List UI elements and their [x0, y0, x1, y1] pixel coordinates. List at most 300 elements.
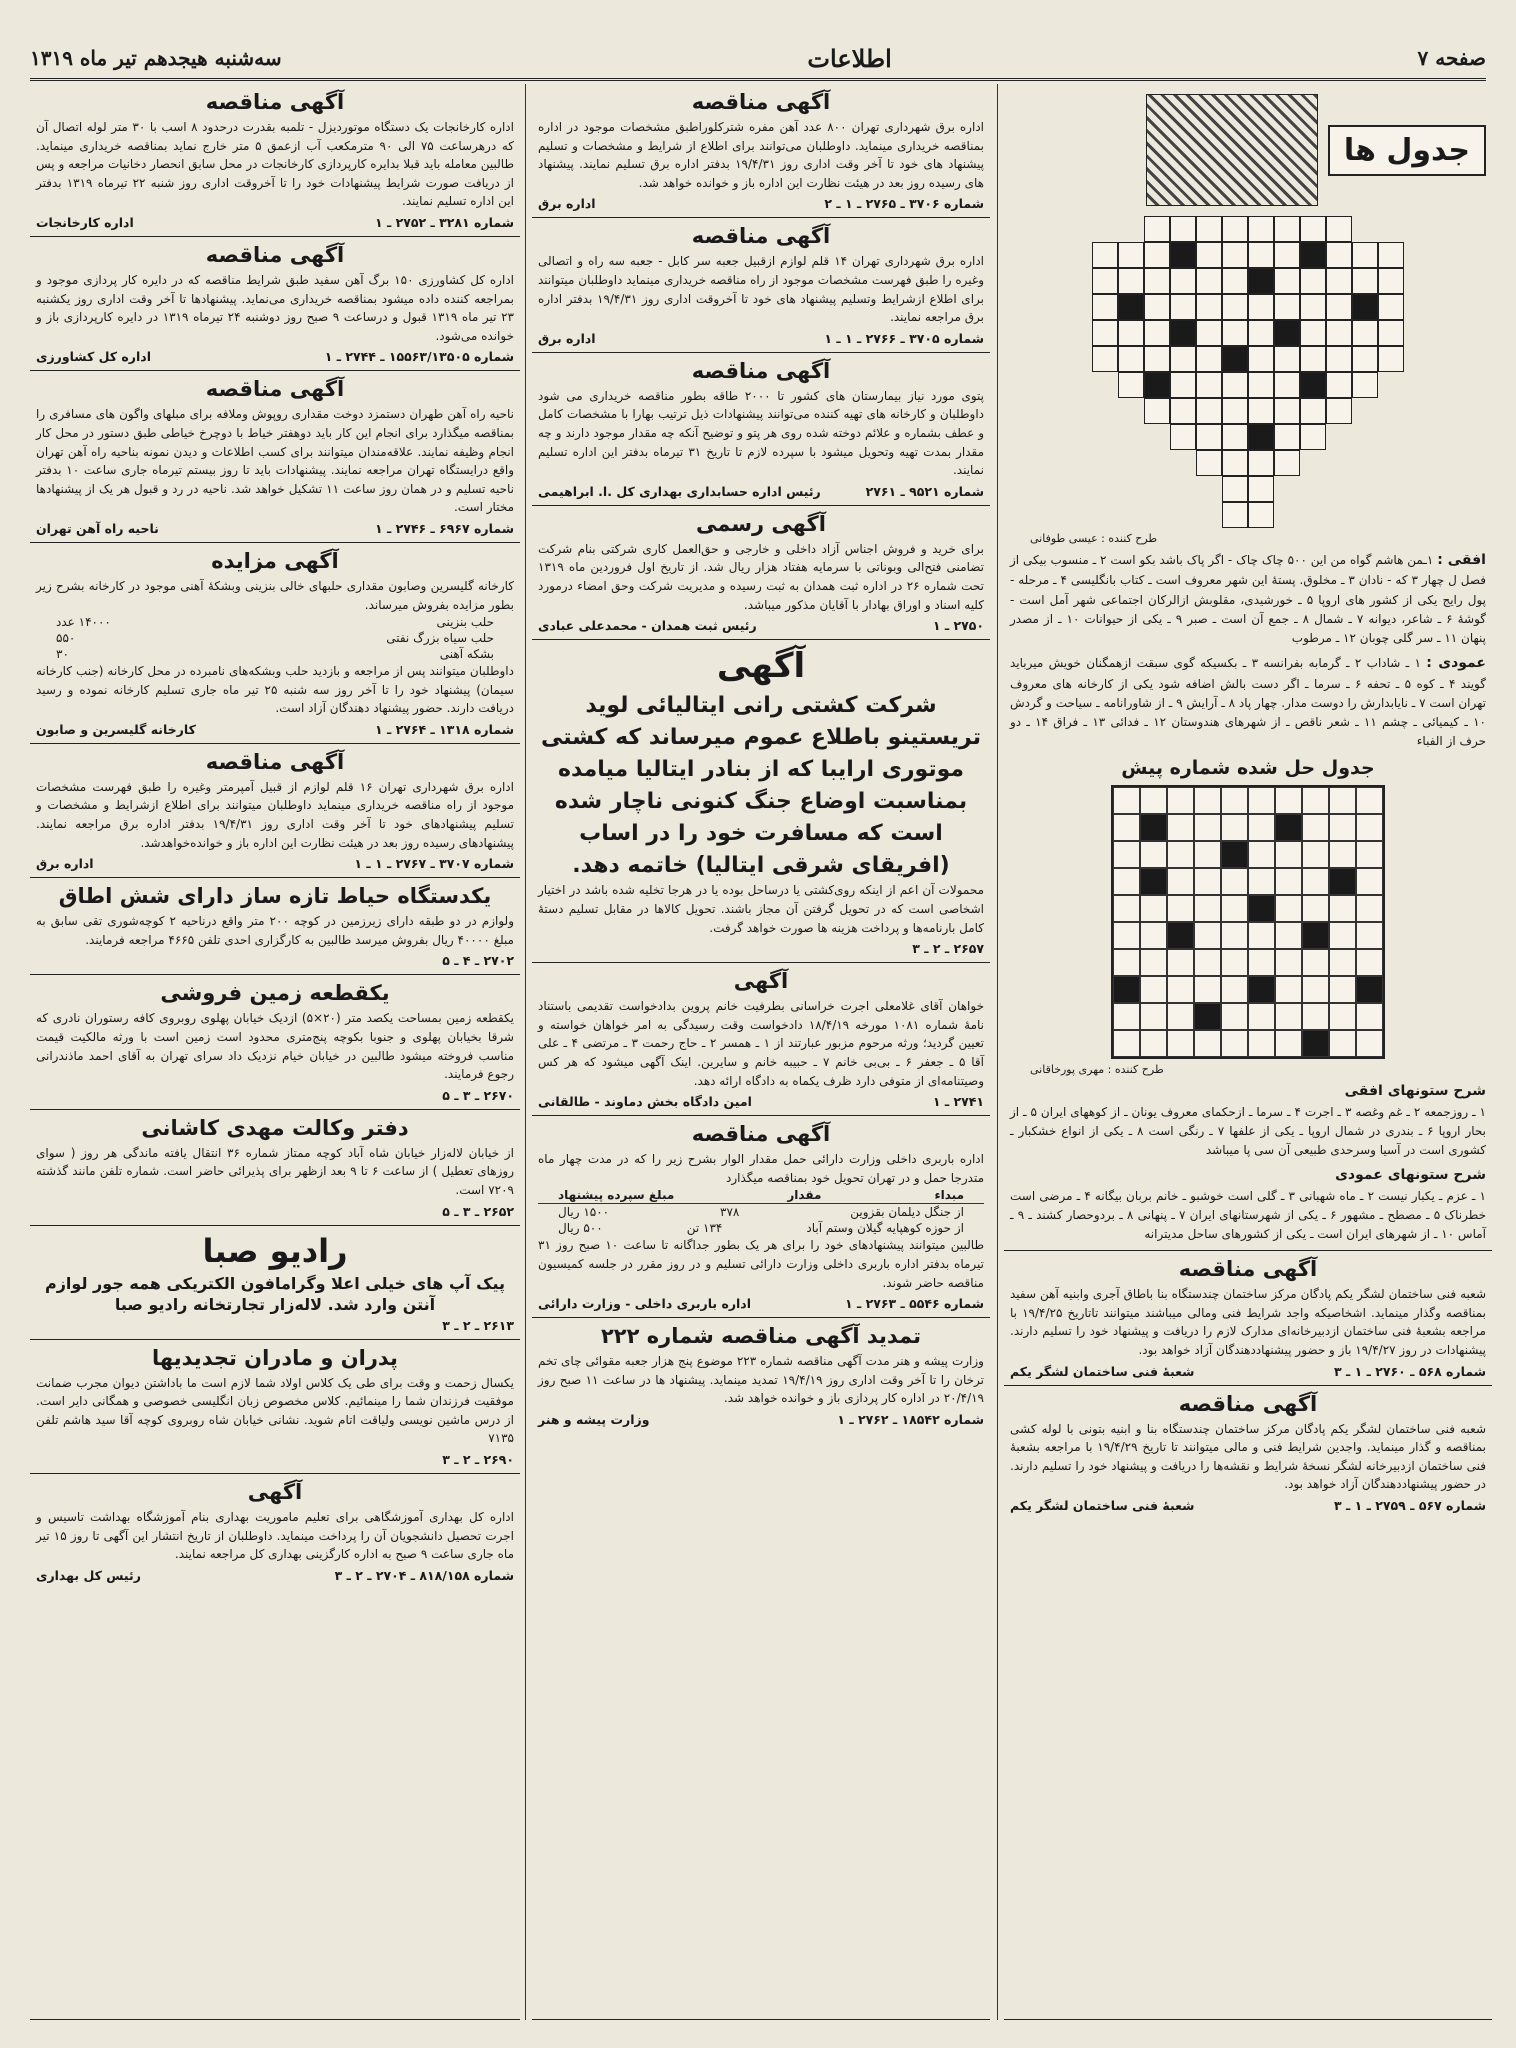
- crossword-cell: [1222, 216, 1248, 242]
- ad-land-sale: [30, 975, 520, 1109]
- ad-footer: [36, 722, 514, 737]
- ad-footer: [36, 349, 514, 364]
- crossword-cell: [1196, 476, 1222, 502]
- crossword-cell: [1300, 372, 1326, 398]
- ad-issuer: شعبهٔ فنی ساختمان لشگر یکم: [1010, 1497, 1195, 1513]
- ad-body: برای خرید و فروش اجناس آزاد داخلی و خارجی و حق‌العمل کاری شرکتی بنام شرکت تضامنی فتح‌الی وبوناتی با سرمایه هفتاد هزار ریال شد. از تاریخ اول فروردین ماه ۱۳۱۹ تحت شماره ۲۶ در اداره ثبت همدان به ثبت رسیده و مدیریت شرکت وحق امضاء درمورد کلیه اسناد و اوراق بهادار با آقایان مذکور میباشد.: [538, 541, 985, 612]
- ad-headline: شرکت کشتی رانی ایتالیائی لوید تریستینو باطلاع عموم میرساند که کشتی موتوری ارایبا که از بنادر ایتالیا میامده بمناسبت اوضاع جنگ کنونی ناچار شده است که مسافرت خود را در اساب (افریقای شرقی ایتالیا) خاتمه دهد.: [541, 693, 981, 878]
- ad-ref: شماره ۳۲۸۱ ـ ۲۷۵۲ ـ ۱: [375, 214, 514, 230]
- crossword-cell: [1144, 424, 1170, 450]
- solution-title: جدول حل شده شماره پیش: [1121, 757, 1375, 780]
- crossword-cell: [1196, 346, 1222, 372]
- crossword-designer: طرح کننده : عیسی طوفانی: [1030, 532, 1158, 545]
- ad-title: آگهی: [247, 1479, 303, 1504]
- solution-cell: [1167, 1030, 1194, 1057]
- solution-cell: [1248, 895, 1275, 922]
- table-cell: ۱۴۰۰۰ عدد: [56, 615, 111, 630]
- crossword-cell: [1118, 346, 1144, 372]
- crossword-cell: [1170, 398, 1196, 424]
- solution-h-heading: شرح ستونهای افقی: [1344, 1083, 1486, 1100]
- ad-title: آگهی مناقصه: [691, 358, 831, 383]
- solution-cell: [1356, 1030, 1383, 1057]
- solution-cell: [1275, 814, 1302, 841]
- solution-cell: [1248, 841, 1275, 868]
- solution-credit: طرح کننده : مهری پورخاقانی: [1030, 1063, 1164, 1077]
- ad-issuer: شعبهٔ فنی ساختمان لشگر یکم: [1010, 1363, 1195, 1379]
- ad-footer: [36, 856, 514, 871]
- ad-footer: [1010, 1498, 1486, 1513]
- crossword-cell: [1274, 502, 1300, 528]
- crossword-cell: [1352, 476, 1378, 502]
- crossword-cell: [1144, 294, 1170, 320]
- solution-cell: [1302, 787, 1329, 814]
- crossword-cell: [1092, 216, 1118, 242]
- crossword-cell: [1118, 294, 1144, 320]
- solution-cell: [1194, 949, 1221, 976]
- ad-title: آگهی رسمی: [696, 511, 826, 536]
- table-cell: ۵۵۰: [56, 631, 76, 646]
- ad-ref: ۲۷۵۰ ـ ۱: [932, 618, 984, 634]
- crossword-cell: [1118, 450, 1144, 476]
- crossword-cell: [1326, 268, 1352, 294]
- crossword-cell: [1170, 424, 1196, 450]
- solution-cell: [1167, 868, 1194, 895]
- crossword-cell: [1118, 476, 1144, 502]
- crossword-cell: [1352, 502, 1378, 528]
- solution-cell: [1329, 1003, 1356, 1030]
- solution-cell: [1329, 922, 1356, 949]
- crossword-cell: [1222, 268, 1248, 294]
- crossword-cell: [1326, 242, 1352, 268]
- ad-title: تمدید آگهی مناقصه شماره ۲۲۲: [600, 1324, 922, 1349]
- ad-ref: شماره ۵۵۴۶ ـ ۲۷۶۳ ـ ۱: [845, 1296, 984, 1312]
- crossword-cell: [1326, 502, 1352, 528]
- table-header: [538, 1187, 984, 1204]
- solution-v-clues: ۱ ـ عزم ـ یکبار نیست ۲ ـ ماه شهبانی ۳ ـ گلی است خوشبو ـ خانم بربان بیگانه ۴ ـ مرضی است خطرناک ۵ ـ مصطح ـ مشهور ۶ ـ یکی از شهرستانهای ایران ۷ ـ پنهانی ۸ ـ بردوحصار کشند ـ ۹ ـ آماس ۱۰ ـ از شهرهای ایران است ـ یکی از کشورهای ساحل مدیترانه: [1010, 1188, 1486, 1241]
- solution-cell: [1140, 976, 1167, 1003]
- crossword-cell: [1118, 372, 1144, 398]
- ad-issuer: اداره کارخانجات: [36, 214, 134, 230]
- ad-issuer: ناحیه راه آهن تهران: [36, 520, 159, 536]
- crossword-cell: [1248, 294, 1274, 320]
- crossword-cell: [1274, 424, 1300, 450]
- crossword-cell: [1170, 476, 1196, 502]
- solution-cell: [1194, 1030, 1221, 1057]
- ad-footer: [36, 1568, 514, 1583]
- solution-cell: [1140, 868, 1167, 895]
- ad-footer: [538, 941, 984, 956]
- crossword-cell: [1248, 216, 1274, 242]
- crossword-cell: [1274, 294, 1300, 320]
- ad-issuer: وزارت پیشه و هنر: [538, 1411, 650, 1427]
- crossword-cell: [1378, 450, 1404, 476]
- table-cell: ۵۰۰ ریال: [558, 1221, 603, 1236]
- ad-footer: [538, 1296, 984, 1311]
- crossword-cell: [1092, 372, 1118, 398]
- crossword-cell: [1118, 424, 1144, 450]
- ad-issuer: اداره باربری داخلی - وزارت دارائی: [538, 1296, 752, 1312]
- solution-cell: [1275, 841, 1302, 868]
- crossword-cell: [1274, 450, 1300, 476]
- solution-cell: [1113, 922, 1140, 949]
- vertical-clues: ۱ ـ شاداب ۲ ـ گرمابه بفرانسه ۳ ـ بکسیکه گوی سبقت ازهمگنان خویش میرباید گویند ۴ ـ کوه ۵ ـ تحفه ۶ ـ سرما ـ اگر دست بالش اضافه شود یکی از کارخانه های معروف تهران است ۷ ـ نایابدارش را دوست مدار. چهار پاد ۸ ـ آرایش ۹ ـ از شاورانامه ـ سیاحت و گردش ۱۰ ـ کیمیائی ـ چشم ۱۱ ـ شعر ناقص ـ از شهرهای هندوستان ۱۲ ـ فدائی ۱۳ ـ فراق ۱۴ ـ دو حرف از الفباء: [1010, 656, 1486, 749]
- ad-ref: ۲۷۰۲ ـ ۴ ـ ۵: [442, 953, 514, 969]
- crossword-cell: [1300, 216, 1326, 242]
- solution-cell: [1275, 868, 1302, 895]
- table-cell: از جنگل دیلمان بقزوین: [850, 1205, 964, 1220]
- crossword-cell: [1222, 424, 1248, 450]
- ad-title: آگهی مناقصه: [1178, 1257, 1318, 1282]
- ad-footer: [36, 215, 514, 230]
- crossword-cell: [1378, 476, 1404, 502]
- crossword-cell: [1300, 346, 1326, 372]
- table-row: [538, 1220, 984, 1236]
- paper-name: اطلاعات: [807, 43, 892, 73]
- ad-court-notice: [532, 963, 990, 1116]
- crossword-cell: [1300, 268, 1326, 294]
- solution-clues-vertical: [1010, 1164, 1486, 1244]
- solution-cell: [1275, 922, 1302, 949]
- solution-cell: [1302, 922, 1329, 949]
- ad-issuer: رئیس اداره حسابداری بهداری کل .ا. ابراهیمی: [538, 483, 821, 499]
- crossword-cell: [1300, 294, 1326, 320]
- solution-cell: [1221, 814, 1248, 841]
- solution-cell: [1221, 1030, 1248, 1057]
- solution-cell: [1194, 787, 1221, 814]
- ad-radio-saba: [30, 1226, 520, 1340]
- crossword-cell: [1300, 398, 1326, 424]
- crossword-cell: [1170, 450, 1196, 476]
- solution-cell: [1248, 1030, 1275, 1057]
- crossword-cell: [1144, 372, 1170, 398]
- crossword-cell: [1378, 216, 1404, 242]
- crossword-cell: [1378, 346, 1404, 372]
- crossword-cell: [1274, 346, 1300, 372]
- crossword-cell: [1352, 424, 1378, 450]
- crossword-cell: [1196, 398, 1222, 424]
- crossword-cell: [1248, 372, 1274, 398]
- table-cell: از حوزه کوهپایه گیلان وستم آباد: [806, 1221, 964, 1236]
- ad-body: اداره برق شهرداری تهران ۱۶ قلم لوازم از قبیل آمپرمتر وغیره را طبق فهرست مشخصات موجود از راه مناقصه خریداری مینماید داوطلبان میتوانند برای اطلاع ازشرایط و مشخصات و تسلیم پیشنهادهای خود تا آخر وقت اداری روز ۱۹/۴/۳۱ بدفتر اداره برق مراجعه نمایند. پیشنهادهای رسیده روز بعد در هیئت نظارت این اداره باز و خوانده‌خواهد‌شد.: [36, 779, 514, 850]
- left-column: [30, 84, 520, 2020]
- crossword-cell: [1222, 398, 1248, 424]
- ad-ref: شماره ۹۵۲۱ ـ ۲۷۶۱: [865, 483, 984, 499]
- ad-body: یکقطعه زمین بمساحت یکصد متر (۲۰×۵) ازدیک خیابان پهلوی روبروی کافه رستوران نادری که شرقا بخیابان پهلوی و جنوبا بکوچه پنج‌متری محدود است زمین است با ورثه مالکیت قیمت مناسب فروخته میشود طالبین در خیابان خیام نزدیک داد سرای تهران به آقای احمد ماذندرانی رجوع فرمایند.: [36, 1011, 514, 1082]
- ad-title: آگهی مناقصه: [1178, 1391, 1318, 1416]
- crossword-cell: [1144, 320, 1170, 346]
- crossword-cell: [1274, 320, 1300, 346]
- crossword-cell: [1352, 320, 1378, 346]
- ad-ref: شماره ۱۳۱۸ ـ ۲۷۶۴ ـ ۱: [375, 721, 514, 737]
- solution-cell: [1113, 841, 1140, 868]
- vertical-heading: عمودی :: [1426, 655, 1486, 672]
- crossword-cell: [1326, 320, 1352, 346]
- crossword-cell: [1170, 372, 1196, 398]
- ad-official-notice: [532, 506, 990, 640]
- crossword-cell: [1300, 450, 1326, 476]
- solution-cell: [1113, 1030, 1140, 1057]
- ad-issuer: اداره کل کشاورزی: [36, 349, 151, 365]
- table-row: [36, 630, 514, 646]
- crossword-cell: [1196, 216, 1222, 242]
- solution-cell: [1113, 787, 1140, 814]
- crossword-cell: [1118, 268, 1144, 294]
- ad-tender-factories: [30, 84, 520, 237]
- ad-tender-freight: [532, 1116, 990, 1318]
- ad-issuer: رئیس ثبت همدان - محمدعلی عبادی: [538, 618, 757, 634]
- solution-cell: [1113, 814, 1140, 841]
- solution-cell: [1194, 922, 1221, 949]
- ad-ref: شماره ۵۶۸ ـ ۲۷۶۰ ـ ۱ ـ ۳: [1334, 1363, 1486, 1379]
- ad-line: آنتن وارد شد. لاله‌زار تجارتخانه رادیو صبا: [114, 1294, 436, 1314]
- solution-cell: [1275, 1030, 1302, 1057]
- ad-ref: ۲۶۱۳ ـ ۲ ـ ۳: [442, 1317, 514, 1333]
- ad-body: اداره برق شهرداری تهران ۱۴ قلم لوازم ازقبیل جعبه سر کابل - جعبه سه راه و اتصالی وغیره را طبق فهرست مشخصات موجود از راه مناقصه خریداری مینماید داوطلبان میتوانند برای اطلاع ازشرایط وتسلیم پیشنهاد های خود تا آخروقت اداری روز ۱۹/۴/۳۱ بدفتر اداره برق مراجعه نمایند.: [538, 254, 984, 325]
- crossword-cell: [1274, 398, 1300, 424]
- crossword-cell: [1170, 216, 1196, 242]
- solution-cell: [1356, 922, 1383, 949]
- ad-footer: [538, 196, 984, 211]
- ad-tender-electric-1: [532, 84, 990, 218]
- crossword-cell: [1092, 502, 1118, 528]
- solution-cell: [1221, 895, 1248, 922]
- ad-title: پدران و مادران تجدیدیها: [152, 1345, 398, 1370]
- crossword-cell: [1222, 450, 1248, 476]
- solution-cell: [1248, 1003, 1275, 1030]
- ad-body: شعبه فنی ساختمان لشگر یکم پادگان مرکز ساختمان چندستگاه بنا باطاق آجری وابنیه آهن سفید بمناقصه وگذار مینماید. اشخاصیکه واجد شرایط فنی ومالی میباشند میتوانند تاتاریخ ۱۹/۴/۲۵ با مراجعه بشعبهٔ فنی ساختمان ازدبیرخانه‌ای مدارک لازم را دریافت و پیشنهاد خود را تسلیم دارند. پیشنهادات در روز ۱۹/۴/۲۷ باز و حضور پیشنهاددهندگان آزاد خواهد بود.: [1010, 1287, 1486, 1357]
- solution-cell: [1167, 841, 1194, 868]
- ad-tender-blankets: [532, 353, 990, 506]
- crossword-cell: [1248, 242, 1274, 268]
- crossword-grid-wrap: [1010, 216, 1486, 528]
- ad-tender-extension: [532, 1318, 990, 2020]
- ad-footer: [36, 1204, 514, 1219]
- solution-cell: [1113, 1003, 1140, 1030]
- ad-body: ولوازم در دو طبقه دارای زیرزمین در کوچه ۲۰۰ متر واقع درناحیه ۲ کوچه‌شوری تقی سابق به مبلغ ۴۰۰۰۰ ریال بفروش میرسد طالبین به کارگزاری احدی تلفن ۴۶۶۵ مراجعه فرمایند.: [36, 914, 514, 947]
- crossword-cell: [1222, 294, 1248, 320]
- ad-issuer: رئیس کل بهداری: [36, 1567, 141, 1583]
- solution-cell: [1221, 976, 1248, 1003]
- solution-cell: [1302, 1003, 1329, 1030]
- ad-title: آگهی: [716, 646, 806, 687]
- crossword-cell: [1352, 398, 1378, 424]
- solution-cell: [1221, 922, 1248, 949]
- crossword-cell: [1196, 320, 1222, 346]
- solution-cell: [1221, 868, 1248, 895]
- crossword-cell: [1248, 398, 1274, 424]
- crossword-cell: [1274, 372, 1300, 398]
- right-column: [997, 84, 1492, 2020]
- solution-cell: [1356, 868, 1383, 895]
- solution-cell: [1113, 949, 1140, 976]
- table-cell: حلب بنزینی: [436, 615, 494, 630]
- crossword-cell: [1222, 502, 1248, 528]
- table-cell: حلب سیاه بزرگ نفتی: [386, 631, 494, 646]
- ad-issuer: اداره برق: [36, 856, 94, 872]
- crossword-cell: [1378, 372, 1404, 398]
- ad-auction-glycerin: [30, 543, 520, 744]
- crossword-cell: [1222, 346, 1248, 372]
- ad-ref: ۲۶۵۷ ـ ۲ ـ ۳: [912, 941, 984, 957]
- crossword-cell: [1248, 502, 1274, 528]
- ad-footer: [538, 618, 984, 633]
- crossword-cell: [1326, 450, 1352, 476]
- solution-cell: [1275, 895, 1302, 922]
- crossword-cell: [1300, 476, 1326, 502]
- solution-cell: [1329, 814, 1356, 841]
- crossword-cell: [1352, 294, 1378, 320]
- solution-cell: [1356, 895, 1383, 922]
- crossword-cell: [1274, 268, 1300, 294]
- solution-cell: [1140, 787, 1167, 814]
- ad-health-school: [30, 1474, 520, 2020]
- crossword-illustration: [1146, 94, 1318, 206]
- crossword-cell: [1144, 346, 1170, 372]
- ad-footer: [538, 484, 984, 499]
- solution-cell: [1167, 976, 1194, 1003]
- ad-body: اداره کل کشاورزی ۱۵۰ برگ آهن سفید طبق شرایط مناقصه که در دایره کار پردازی موجود و بمراجعه کننده داده میشود بمناقصه خریداری می‌نماید. پیشنهادها تا آخر وقت اداری روز یکشنبه ۲۳ تیر ماه ۱۳۱۹ قبول و درساعت ۹ صبح روز دوشنبه ۲۴ تیرماه ۱۳۱۹ در دایره کارپردازی باز و خوانده می‌شود.: [36, 272, 514, 343]
- crossword-cell: [1326, 294, 1352, 320]
- page-number: صفحه ۷: [1417, 46, 1486, 70]
- crossword-clues-vertical: [1010, 652, 1486, 751]
- ad-footer: [538, 331, 984, 346]
- table-row: [538, 1204, 984, 1220]
- ad-body: کارخانه گلیسرین وصابون مقداری حلبهای خالی بنزینی وبشکهٔ آهنی موجود در کارخانه بشرح زیر بطور مزایده بفروش میرساند.: [36, 578, 514, 612]
- solution-cell: [1221, 949, 1248, 976]
- crossword-cell: [1092, 346, 1118, 372]
- crossword-cell: [1222, 372, 1248, 398]
- ad-title: آگهی مناقصه: [205, 749, 345, 774]
- crossword-cell: [1352, 372, 1378, 398]
- crossword-cell: [1248, 268, 1274, 294]
- ad-footer: [36, 953, 514, 968]
- solution-cell: [1356, 949, 1383, 976]
- solution-cell: [1167, 895, 1194, 922]
- ad-footer: [1010, 1364, 1486, 1379]
- ad-tender-electric-2: [532, 218, 990, 352]
- crossword-cell: [1118, 502, 1144, 528]
- solution-cell: [1140, 922, 1167, 949]
- crossword-cell: [1274, 476, 1300, 502]
- solution-cell: [1275, 976, 1302, 1003]
- solution-cell: [1221, 787, 1248, 814]
- crossword-cell: [1248, 320, 1274, 346]
- ad-title: آگهی مناقصه: [205, 377, 345, 402]
- solution-cell: [1194, 841, 1221, 868]
- crossword-cell: [1300, 424, 1326, 450]
- ad-body: یکسال زحمت و وقت برای طی یک کلاس اولاد شما لازم است ما باداشتن دیوان مجرب ضمانت موفقیت فرزندان شما را مینمائیم. کلاس مخصوص زبان انگلیسی خصوصی و همگانی دایر است. از درس ماشین نویسی ولیاقت اتام شوید. نشانی خیابان شاه روبروی کوچه آقا سید هاشم تلفن ۷۱۳۵: [36, 1375, 514, 1446]
- solution-h-clues: ۱ ـ روزجمعه ۲ ـ غم وغصه ۳ ـ اجرت ۴ ـ سرما ـ ازحکمای معروف یونان ـ از کوههای ایران ۵ ـ از بحار اروپا ۶ ـ بندری در شمال اروپا ـ یکی از علفها ۷ ـ رنگی است ۸ ـ یکی از انواع خشکبار ـ کشوری است در آسیا وسرحدی طبیعی آن سی پا میباشد: [1010, 1104, 1486, 1158]
- ad-footer: [538, 1094, 984, 1109]
- crossword-cell: [1196, 242, 1222, 268]
- crossword-cell: [1248, 450, 1274, 476]
- crossword-cell: [1092, 450, 1118, 476]
- solution-cell: [1302, 868, 1329, 895]
- solution-cell: [1248, 814, 1275, 841]
- ad-footer: [36, 521, 514, 536]
- crossword-cell: [1300, 320, 1326, 346]
- solution-cell: [1248, 787, 1275, 814]
- solution-cell: [1356, 814, 1383, 841]
- solution-cell: [1167, 1003, 1194, 1030]
- ad-law-office: [30, 1110, 520, 1226]
- crossword-cell: [1144, 216, 1170, 242]
- ad-issuer: امین دادگاه بخش دماوند - طالقانی: [538, 1094, 752, 1110]
- crossword-cell: [1092, 294, 1118, 320]
- crossword-cell: [1378, 294, 1404, 320]
- solution-cell: [1248, 949, 1275, 976]
- crossword-clues-horizontal: [1010, 549, 1486, 648]
- ad-ref: شماره ۱۵۵۶۳/۱۳۵۰۵ ـ ۲۷۴۴ ـ ۱: [324, 349, 514, 365]
- crossword-cell: [1196, 372, 1222, 398]
- issue-date: سه‌شنبه هیجدهم تیر ماه ۱۳۱۹: [30, 46, 282, 70]
- crossword-cell: [1144, 502, 1170, 528]
- crossword-cell: [1092, 424, 1118, 450]
- ad-title: رادیو صبا: [202, 1231, 348, 1270]
- crossword-cell: [1118, 242, 1144, 268]
- table-cell: ۳۰: [56, 647, 69, 662]
- solution-cell: [1113, 976, 1140, 1003]
- solution-cell: [1356, 787, 1383, 814]
- crossword-cell: [1196, 450, 1222, 476]
- ad-title: یکقطعه زمین فروشی: [160, 981, 390, 1006]
- crossword-cell: [1222, 476, 1248, 502]
- crossword-cell: [1118, 216, 1144, 242]
- ad-title: آگهی مناقصه: [205, 242, 345, 267]
- ad-ref: شماره ۳۷۰۷ ـ ۲۷۶۷ ـ ۱ ـ ۱: [354, 856, 514, 872]
- crossword-cell: [1092, 242, 1118, 268]
- crossword-cell: [1326, 346, 1352, 372]
- solution-cell: [1194, 868, 1221, 895]
- ad-body: شعبه فنی ساختمان لشگر یکم پادگان مرکز ساختمان چندستگاه بنا و ابنیه بتونی با لوله کشی بمناقصه و گذار مینماید. واجدین شرایط فنی و مالی میتوانند تا تاریخ ۱۹/۴/۲۹ با مراجعه بشعبهٔ فنی ساختمان ازدبیرخانه لشگر نسخهٔ شرایط و نقشه‌ها را دریافت و پیشنهاد خود را تسلیم دارند. در حضور پیشنهاددهندگان آزاد خواهد بود.: [1010, 1421, 1486, 1492]
- ad-body-cont: طالبین میتوانند پیشنهادهای خود را برای هر یک بطور جداگانه تا ساعت ۱۰ صبح روز ۳۱ تیرماه بدفتر اداره باربری داخلی وزارت دارائی تسلیم و در روز مقرر در جلسه کمیسیون مناقصه حاضر شوند.: [538, 1238, 984, 1290]
- solution-cell: [1167, 787, 1194, 814]
- crossword-cell: [1118, 320, 1144, 346]
- ad-issuer: اداره برق: [538, 330, 596, 346]
- middle-column: [525, 84, 990, 2020]
- table-row: [36, 646, 514, 662]
- ad-tender-army-1: [1004, 1251, 1492, 1385]
- crossword-cell: [1092, 268, 1118, 294]
- solution-cell: [1140, 841, 1167, 868]
- crossword-cell: [1248, 346, 1274, 372]
- solution-cell: [1140, 895, 1167, 922]
- solution-cell: [1302, 949, 1329, 976]
- crossword-cell: [1378, 242, 1404, 268]
- solution-cell: [1302, 1030, 1329, 1057]
- ad-title: آگهی مناقصه: [691, 224, 831, 249]
- solution-cell: [1248, 868, 1275, 895]
- solution-cell: [1248, 976, 1275, 1003]
- crossword-cell: [1248, 476, 1274, 502]
- crossword-cell: [1248, 424, 1274, 450]
- crossword-grid: [1092, 216, 1404, 528]
- crossword-cell: [1326, 216, 1352, 242]
- solution-cell: [1329, 1030, 1356, 1057]
- ad-title: یکدستگاه حیاط تازه ساز دارای شش اطاق: [58, 884, 492, 909]
- crossword-cell: [1092, 320, 1118, 346]
- ad-title: آگهی: [733, 969, 789, 994]
- solution-cell: [1140, 1003, 1167, 1030]
- crossword-cell: [1170, 294, 1196, 320]
- crossword-cell: [1170, 502, 1196, 528]
- solution-cell: [1113, 868, 1140, 895]
- ad-footer: [36, 1452, 514, 1467]
- ad-tender-railway: [30, 371, 520, 543]
- solution-cell: [1329, 949, 1356, 976]
- solution-cell: [1221, 1003, 1248, 1030]
- ad-title: آگهی مناقصه: [205, 90, 345, 114]
